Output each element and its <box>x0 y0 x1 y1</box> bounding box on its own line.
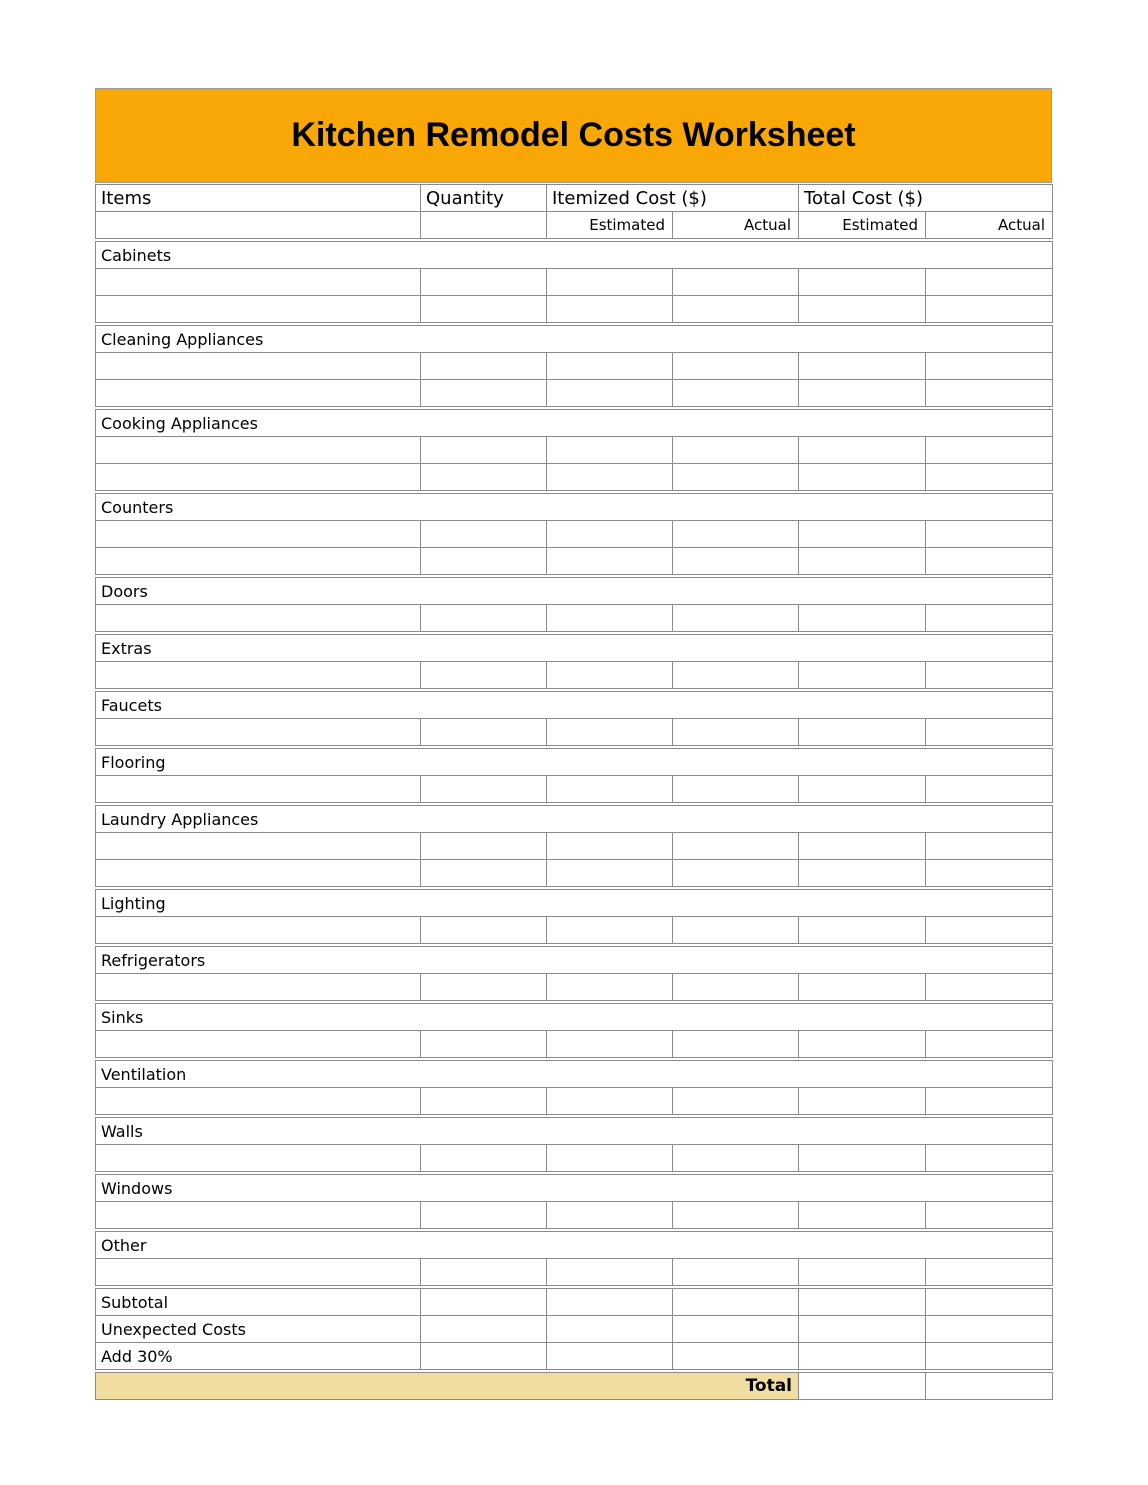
category-sections <box>95 241 1052 1286</box>
section-label-ventilation: Ventilation <box>96 1061 1053 1088</box>
summary-row-add-30 <box>96 1343 1053 1370</box>
col-header-quantity: Quantity <box>421 185 547 212</box>
input-cell-total-actual[interactable] <box>926 1202 1053 1229</box>
section-walls <box>95 1117 1053 1172</box>
section-label-row <box>96 635 1053 662</box>
input-cell-total-estimated[interactable] <box>799 1202 926 1229</box>
input-cell-quantity[interactable] <box>421 1316 547 1343</box>
input-cell-items[interactable] <box>96 917 421 944</box>
input-cell-itemized-actual[interactable] <box>673 719 799 746</box>
input-cell-total-estimated[interactable] <box>799 1289 926 1316</box>
input-cell-itemized-actual[interactable] <box>673 1316 799 1343</box>
blank-entry-row <box>96 1202 1053 1229</box>
section-lighting <box>95 889 1053 944</box>
section-label-walls: Walls <box>96 1118 1053 1145</box>
input-cell-total-actual[interactable] <box>926 833 1053 860</box>
input-cell-itemized-actual[interactable] <box>673 296 799 323</box>
section-cooking-appliances <box>95 409 1053 491</box>
section-label-windows: Windows <box>96 1175 1053 1202</box>
input-cell-total-actual[interactable] <box>926 605 1053 632</box>
input-cell-itemized-actual[interactable] <box>673 269 799 296</box>
input-cell-itemized-estimated[interactable] <box>547 1289 673 1316</box>
input-cell-total-estimated[interactable] <box>799 833 926 860</box>
input-cell-itemized-estimated[interactable] <box>547 521 673 548</box>
input-cell-quantity[interactable] <box>421 1259 547 1286</box>
input-cell-items[interactable] <box>96 605 421 632</box>
input-cell-items[interactable] <box>96 1145 421 1172</box>
section-label-row <box>96 410 1053 437</box>
input-cell-itemized-actual[interactable] <box>673 1259 799 1286</box>
input-cell-itemized-actual[interactable] <box>673 1289 799 1316</box>
section-label-refrigerators: Refrigerators <box>96 947 1053 974</box>
input-cell-itemized-estimated[interactable] <box>547 662 673 689</box>
summary-label-subtotal: Subtotal <box>96 1289 421 1316</box>
col-header-items: Items <box>96 185 421 212</box>
input-cell-total-estimated[interactable] <box>799 1259 926 1286</box>
input-cell-total-estimated[interactable] <box>799 464 926 491</box>
section-label-row <box>96 326 1053 353</box>
input-cell-itemized-actual[interactable] <box>673 521 799 548</box>
input-cell-total-estimated[interactable] <box>799 380 926 407</box>
blank-entry-row <box>96 719 1053 746</box>
section-cleaning-appliances <box>95 325 1053 407</box>
input-cell-total-estimated[interactable] <box>799 269 926 296</box>
input-cell-total-actual[interactable] <box>926 1031 1053 1058</box>
input-cell-itemized-actual[interactable] <box>673 860 799 887</box>
input-cell-total-estimated[interactable] <box>799 296 926 323</box>
section-label-row <box>96 806 1053 833</box>
input-cell-total-estimated[interactable] <box>799 719 926 746</box>
input-cell-quantity[interactable] <box>421 1031 547 1058</box>
total-input-estimated[interactable] <box>799 1373 926 1400</box>
blank-entry-row <box>96 974 1053 1001</box>
input-cell-itemized-estimated[interactable] <box>547 719 673 746</box>
input-cell-itemized-actual[interactable] <box>673 1145 799 1172</box>
blank-entry-row <box>96 437 1053 464</box>
total-input-actual[interactable] <box>926 1373 1053 1400</box>
blank-entry-row <box>96 1088 1053 1115</box>
page-title: Kitchen Remodel Costs Worksheet <box>291 116 856 154</box>
input-cell-total-actual[interactable] <box>926 1088 1053 1115</box>
input-cell-itemized-actual[interactable] <box>673 1343 799 1370</box>
section-label-row <box>96 749 1053 776</box>
input-cell-itemized-estimated[interactable] <box>547 1031 673 1058</box>
section-counters <box>95 493 1053 575</box>
input-cell-total-actual[interactable] <box>926 1145 1053 1172</box>
input-cell-total-actual[interactable] <box>926 974 1053 1001</box>
input-cell-total-actual[interactable] <box>926 548 1053 575</box>
blank-entry-row <box>96 605 1053 632</box>
input-cell-quantity[interactable] <box>421 662 547 689</box>
blank-entry-row <box>96 833 1053 860</box>
col-header-total-cost: Total Cost ($) <box>799 185 1053 212</box>
input-cell-items[interactable] <box>96 719 421 746</box>
input-cell-quantity[interactable] <box>421 521 547 548</box>
blank-entry-row <box>96 296 1053 323</box>
input-cell-itemized-actual[interactable] <box>673 1088 799 1115</box>
input-cell-quantity[interactable] <box>421 548 547 575</box>
input-cell-itemized-estimated[interactable] <box>547 353 673 380</box>
blank-entry-row <box>96 662 1053 689</box>
sub-header-row <box>96 212 1053 239</box>
input-cell-quantity[interactable] <box>421 1289 547 1316</box>
section-label-flooring: Flooring <box>96 749 1053 776</box>
input-cell-items[interactable] <box>96 1259 421 1286</box>
input-cell-itemized-estimated[interactable] <box>547 1316 673 1343</box>
input-cell-items[interactable] <box>96 548 421 575</box>
input-cell-total-actual[interactable] <box>926 269 1053 296</box>
input-cell-total-actual[interactable] <box>926 860 1053 887</box>
summary-label-unexpected-costs: Unexpected Costs <box>96 1316 421 1343</box>
input-cell-total-actual[interactable] <box>926 917 1053 944</box>
summary-label-add-30: Add 30% <box>96 1343 421 1370</box>
input-cell-itemized-actual[interactable] <box>673 548 799 575</box>
worksheet-title-banner <box>95 88 1052 183</box>
input-cell-itemized-actual[interactable] <box>673 437 799 464</box>
summary-row-unexpected-costs <box>96 1316 1053 1343</box>
input-cell-total-estimated[interactable] <box>799 521 926 548</box>
input-cell-total-actual[interactable] <box>926 1343 1053 1370</box>
input-cell-total-estimated[interactable] <box>799 1316 926 1343</box>
section-flooring <box>95 748 1053 803</box>
section-label-row <box>96 1175 1053 1202</box>
section-label-row <box>96 578 1053 605</box>
subheader-itemized-actual: Actual <box>673 212 799 239</box>
subheader-total-actual: Actual <box>926 212 1053 239</box>
section-label-sinks: Sinks <box>96 1004 1053 1031</box>
input-cell-total-estimated[interactable] <box>799 776 926 803</box>
input-cell-quantity[interactable] <box>421 464 547 491</box>
input-cell-itemized-estimated[interactable] <box>547 380 673 407</box>
section-faucets <box>95 691 1053 746</box>
input-cell-itemized-actual[interactable] <box>673 1202 799 1229</box>
total-table <box>95 1372 1053 1400</box>
section-refrigerators <box>95 946 1053 1001</box>
input-cell-total-actual[interactable] <box>926 353 1053 380</box>
input-cell-items[interactable] <box>96 380 421 407</box>
section-label-row <box>96 1232 1053 1259</box>
input-cell-quantity[interactable] <box>421 860 547 887</box>
input-cell-total-actual[interactable] <box>926 296 1053 323</box>
section-label-row <box>96 890 1053 917</box>
input-cell-items[interactable] <box>96 353 421 380</box>
section-label-extras: Extras <box>96 635 1053 662</box>
input-cell-itemized-estimated[interactable] <box>547 464 673 491</box>
section-sinks <box>95 1003 1053 1058</box>
section-label-row <box>96 1004 1053 1031</box>
blank-entry-row <box>96 1031 1053 1058</box>
input-cell-itemized-actual[interactable] <box>673 776 799 803</box>
blank-entry-row <box>96 521 1053 548</box>
input-cell-total-estimated[interactable] <box>799 437 926 464</box>
input-cell-total-estimated[interactable] <box>799 548 926 575</box>
input-cell-items[interactable] <box>96 860 421 887</box>
section-other <box>95 1231 1053 1286</box>
input-cell-itemized-estimated[interactable] <box>547 860 673 887</box>
worksheet-sheet <box>95 88 1052 1402</box>
section-label-faucets: Faucets <box>96 692 1053 719</box>
section-label-counters: Counters <box>96 494 1053 521</box>
header-table <box>95 184 1053 239</box>
section-doors <box>95 577 1053 632</box>
blank-entry-row <box>96 380 1053 407</box>
input-cell-itemized-estimated[interactable] <box>547 1259 673 1286</box>
input-cell-total-actual[interactable] <box>926 662 1053 689</box>
input-cell-itemized-estimated[interactable] <box>547 1088 673 1115</box>
input-cell-quantity[interactable] <box>421 380 547 407</box>
column-header-row <box>96 185 1053 212</box>
input-cell-total-actual[interactable] <box>926 1289 1053 1316</box>
input-cell-itemized-actual[interactable] <box>673 662 799 689</box>
blank-entry-row <box>96 269 1053 296</box>
input-cell-itemized-estimated[interactable] <box>547 269 673 296</box>
input-cell-total-actual[interactable] <box>926 464 1053 491</box>
input-cell-quantity[interactable] <box>421 437 547 464</box>
section-label-cleaning-appliances: Cleaning Appliances <box>96 326 1053 353</box>
subheader-spacer-items <box>96 212 421 239</box>
input-cell-itemized-estimated[interactable] <box>547 1202 673 1229</box>
input-cell-itemized-actual[interactable] <box>673 464 799 491</box>
section-label-row <box>96 1118 1053 1145</box>
summary-row-subtotal <box>96 1289 1053 1316</box>
input-cell-total-actual[interactable] <box>926 1259 1053 1286</box>
input-cell-total-estimated[interactable] <box>799 917 926 944</box>
section-label-laundry-appliances: Laundry Appliances <box>96 806 1053 833</box>
summary-table <box>95 1288 1053 1370</box>
input-cell-quantity[interactable] <box>421 1088 547 1115</box>
input-cell-itemized-actual[interactable] <box>673 974 799 1001</box>
input-cell-total-actual[interactable] <box>926 521 1053 548</box>
section-label-row <box>96 947 1053 974</box>
section-label-row <box>96 692 1053 719</box>
blank-entry-row <box>96 1145 1053 1172</box>
input-cell-total-estimated[interactable] <box>799 1088 926 1115</box>
input-cell-items[interactable] <box>96 662 421 689</box>
section-label-row <box>96 242 1053 269</box>
input-cell-total-actual[interactable] <box>926 437 1053 464</box>
section-label-doors: Doors <box>96 578 1053 605</box>
input-cell-total-actual[interactable] <box>926 380 1053 407</box>
input-cell-total-actual[interactable] <box>926 776 1053 803</box>
input-cell-itemized-estimated[interactable] <box>547 833 673 860</box>
input-cell-items[interactable] <box>96 776 421 803</box>
input-cell-itemized-estimated[interactable] <box>547 605 673 632</box>
input-cell-quantity[interactable] <box>421 833 547 860</box>
section-label-row <box>96 494 1053 521</box>
subheader-itemized-estimated: Estimated <box>547 212 673 239</box>
total-label: Total <box>96 1373 799 1400</box>
input-cell-total-estimated[interactable] <box>799 353 926 380</box>
section-extras <box>95 634 1053 689</box>
input-cell-itemized-estimated[interactable] <box>547 1145 673 1172</box>
input-cell-items[interactable] <box>96 1088 421 1115</box>
input-cell-items[interactable] <box>96 269 421 296</box>
blank-entry-row <box>96 1259 1053 1286</box>
input-cell-total-estimated[interactable] <box>799 1145 926 1172</box>
input-cell-quantity[interactable] <box>421 1202 547 1229</box>
section-label-cooking-appliances: Cooking Appliances <box>96 410 1053 437</box>
input-cell-items[interactable] <box>96 974 421 1001</box>
blank-entry-row <box>96 860 1053 887</box>
input-cell-itemized-estimated[interactable] <box>547 548 673 575</box>
input-cell-itemized-actual[interactable] <box>673 917 799 944</box>
blank-entry-row <box>96 464 1053 491</box>
section-ventilation <box>95 1060 1053 1115</box>
input-cell-total-estimated[interactable] <box>799 662 926 689</box>
input-cell-quantity[interactable] <box>421 1145 547 1172</box>
input-cell-total-actual[interactable] <box>926 719 1053 746</box>
input-cell-quantity[interactable] <box>421 1343 547 1370</box>
total-row <box>96 1373 1053 1400</box>
input-cell-itemized-estimated[interactable] <box>547 776 673 803</box>
input-cell-itemized-estimated[interactable] <box>547 296 673 323</box>
input-cell-items[interactable] <box>96 1031 421 1058</box>
blank-entry-row <box>96 548 1053 575</box>
input-cell-quantity[interactable] <box>421 296 547 323</box>
input-cell-total-estimated[interactable] <box>799 860 926 887</box>
section-laundry-appliances <box>95 805 1053 887</box>
input-cell-items[interactable] <box>96 437 421 464</box>
input-cell-itemized-estimated[interactable] <box>547 917 673 944</box>
input-cell-itemized-actual[interactable] <box>673 605 799 632</box>
section-label-row <box>96 1061 1053 1088</box>
input-cell-itemized-actual[interactable] <box>673 380 799 407</box>
input-cell-quantity[interactable] <box>421 605 547 632</box>
input-cell-itemized-actual[interactable] <box>673 1031 799 1058</box>
input-cell-items[interactable] <box>96 521 421 548</box>
input-cell-total-estimated[interactable] <box>799 1343 926 1370</box>
section-windows <box>95 1174 1053 1229</box>
input-cell-itemized-estimated[interactable] <box>547 1343 673 1370</box>
input-cell-total-estimated[interactable] <box>799 974 926 1001</box>
col-header-itemized-cost: Itemized Cost ($) <box>547 185 799 212</box>
input-cell-quantity[interactable] <box>421 353 547 380</box>
blank-entry-row <box>96 917 1053 944</box>
input-cell-items[interactable] <box>96 1202 421 1229</box>
subheader-total-estimated: Estimated <box>799 212 926 239</box>
input-cell-total-actual[interactable] <box>926 1316 1053 1343</box>
input-cell-itemized-actual[interactable] <box>673 353 799 380</box>
blank-entry-row <box>96 776 1053 803</box>
input-cell-total-estimated[interactable] <box>799 605 926 632</box>
section-cabinets <box>95 241 1053 323</box>
input-cell-quantity[interactable] <box>421 776 547 803</box>
subheader-spacer-quantity <box>421 212 547 239</box>
input-cell-items[interactable] <box>96 464 421 491</box>
input-cell-itemized-estimated[interactable] <box>547 437 673 464</box>
input-cell-items[interactable] <box>96 833 421 860</box>
input-cell-items[interactable] <box>96 296 421 323</box>
section-label-cabinets: Cabinets <box>96 242 1053 269</box>
section-label-other: Other <box>96 1232 1053 1259</box>
section-label-lighting: Lighting <box>96 890 1053 917</box>
input-cell-total-estimated[interactable] <box>799 1031 926 1058</box>
input-cell-quantity[interactable] <box>421 917 547 944</box>
input-cell-quantity[interactable] <box>421 269 547 296</box>
input-cell-itemized-actual[interactable] <box>673 833 799 860</box>
blank-entry-row <box>96 353 1053 380</box>
input-cell-quantity[interactable] <box>421 974 547 1001</box>
input-cell-itemized-estimated[interactable] <box>547 974 673 1001</box>
input-cell-quantity[interactable] <box>421 719 547 746</box>
